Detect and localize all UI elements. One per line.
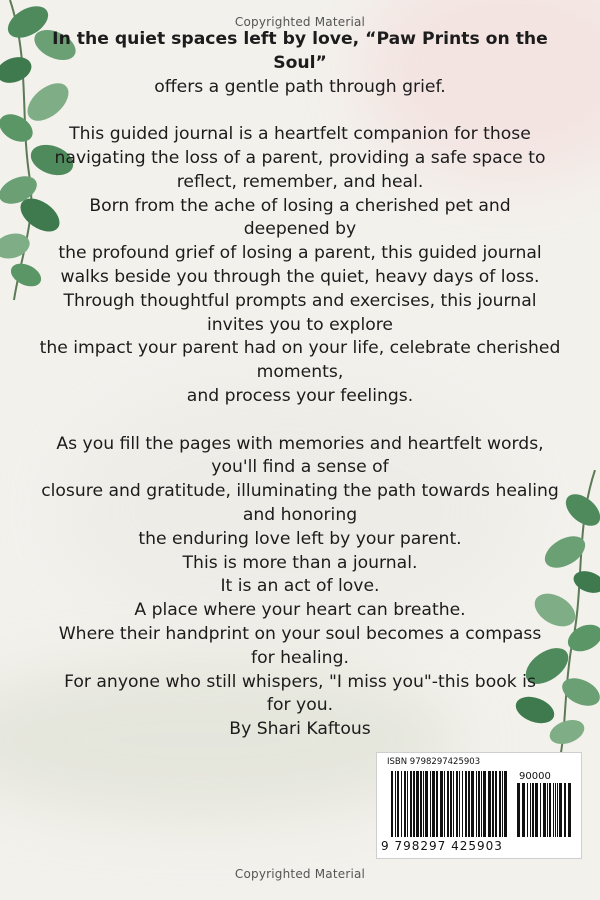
barcode-bar [483, 771, 486, 837]
blurb-line: the impact your parent had on your life, celebrate cherished [39, 338, 561, 359]
barcode-bar [450, 771, 452, 837]
blurb-line: invites you to explore [206, 314, 393, 335]
barcode-bar [440, 771, 443, 837]
blurb-line: for healing. [251, 647, 349, 668]
barcode-bar [522, 783, 525, 837]
blurb-line: reflect, remember, and heal. [176, 171, 424, 192]
barcode-bar [468, 771, 470, 837]
barcode-bar [564, 783, 566, 837]
blurb-line: closure and gratitude, illuminating the path towards healing [41, 481, 559, 502]
barcode-bar [416, 771, 419, 837]
blurb-line: navigating the loss of a parent, providing a safe space to [54, 147, 546, 168]
barcode-bar [410, 771, 412, 837]
barcode-bar [395, 771, 396, 837]
barcode-bar [432, 771, 435, 837]
barcode-bar [492, 771, 494, 837]
isbn-barcode-box [376, 752, 582, 859]
blurb-line: As you fill the pages with memories and heartfelt words, [56, 433, 544, 454]
blurb-line: Born from the ache of losing a cherished pet and [89, 195, 511, 216]
blurb-line: A place where your heart can breathe. [134, 600, 466, 621]
barcode-bar [401, 771, 402, 837]
back-cover-blurb [30, 28, 570, 742]
blurb-line: deepened by [243, 219, 357, 240]
blurb-line: you'll find a sense of [211, 457, 389, 478]
lead-line: offers a gentle path through grief. [154, 76, 446, 97]
barcode-bar [423, 771, 424, 837]
barcode-bar [478, 771, 480, 837]
barcode-bar [549, 783, 551, 837]
barcode-bar [540, 783, 541, 837]
blurb-line: This is more than a journal. [182, 552, 418, 573]
barcode-bar [547, 783, 548, 837]
blurb-line: the profound grief of losing a parent, this guided journal [58, 243, 542, 264]
lead-line: In the quiet spaces left by love, “Paw Prints on the Soul” [52, 29, 548, 73]
barcode-bar [453, 771, 454, 837]
barcode-bar [391, 771, 393, 837]
barcode-bar [527, 783, 528, 837]
barcode-bar [532, 783, 534, 837]
barcode-bar [459, 771, 460, 837]
blurb-line: Through thoughtful prompts and exercises, this journal [63, 290, 537, 311]
blurb-line: Where their handprint on your soul becomes a compass [58, 623, 542, 644]
barcode-bar [557, 783, 558, 837]
barcode-bar [430, 771, 431, 837]
barcode-bar [462, 771, 463, 837]
barcode-bar [530, 783, 531, 837]
addon-barcode-icon [517, 783, 571, 837]
copyright-watermark: Copyrighted Material [234, 867, 366, 881]
blurb-line: and process your feelings. [186, 385, 414, 406]
blurb-line: the enduring love left by your parent. [138, 528, 462, 549]
isbn-label: ISBN 9798297425903 [387, 757, 481, 767]
blurb-line: and honoring [242, 504, 358, 525]
barcode-bar [502, 771, 503, 837]
ean-barcode-icon [391, 771, 509, 837]
barcode-bar [420, 771, 422, 837]
barcode-bar [471, 771, 474, 837]
blurb-line: It is an act of love. [220, 576, 380, 597]
barcode-bar [436, 771, 438, 837]
blurb-line: moments, [256, 362, 344, 383]
barcode-bar [555, 783, 556, 837]
barcode-bar [504, 771, 507, 837]
blurb-line: for you. [266, 695, 334, 716]
barcode-bar [413, 771, 415, 837]
barcode-bar [499, 771, 501, 837]
barcode-digits: 9 798297 425903 [381, 839, 503, 853]
barcode-bar [543, 783, 546, 837]
copyright-watermark: Copyrighted Material [234, 15, 366, 29]
author-byline: By Shari Kaftous [229, 719, 371, 740]
barcode-bar [397, 771, 399, 837]
price-code: 90000 [519, 771, 551, 782]
barcode-bar [465, 771, 467, 837]
blurb-line: For anyone who still whispers, "I miss you"-this book is [64, 671, 536, 692]
blurb-line: This guided journal is a heartfelt companion for those [69, 124, 531, 145]
barcode-bar [517, 783, 520, 837]
barcode-bar [535, 783, 538, 837]
barcode-bar [559, 783, 562, 837]
barcode-bar [568, 783, 571, 837]
barcode-bar [456, 771, 458, 837]
barcode-bar [481, 771, 482, 837]
barcode-bar [447, 771, 449, 837]
barcode-bar [553, 783, 554, 837]
barcode-bar [404, 771, 406, 837]
barcode-bar [425, 771, 428, 837]
blurb-line: walks beside you through the quiet, heavy days of loss. [60, 266, 540, 287]
barcode-bar [476, 771, 477, 837]
barcode-bar [444, 771, 445, 837]
barcode-bar [407, 771, 408, 837]
barcode-bar [495, 771, 497, 837]
barcode-bar [488, 771, 491, 837]
